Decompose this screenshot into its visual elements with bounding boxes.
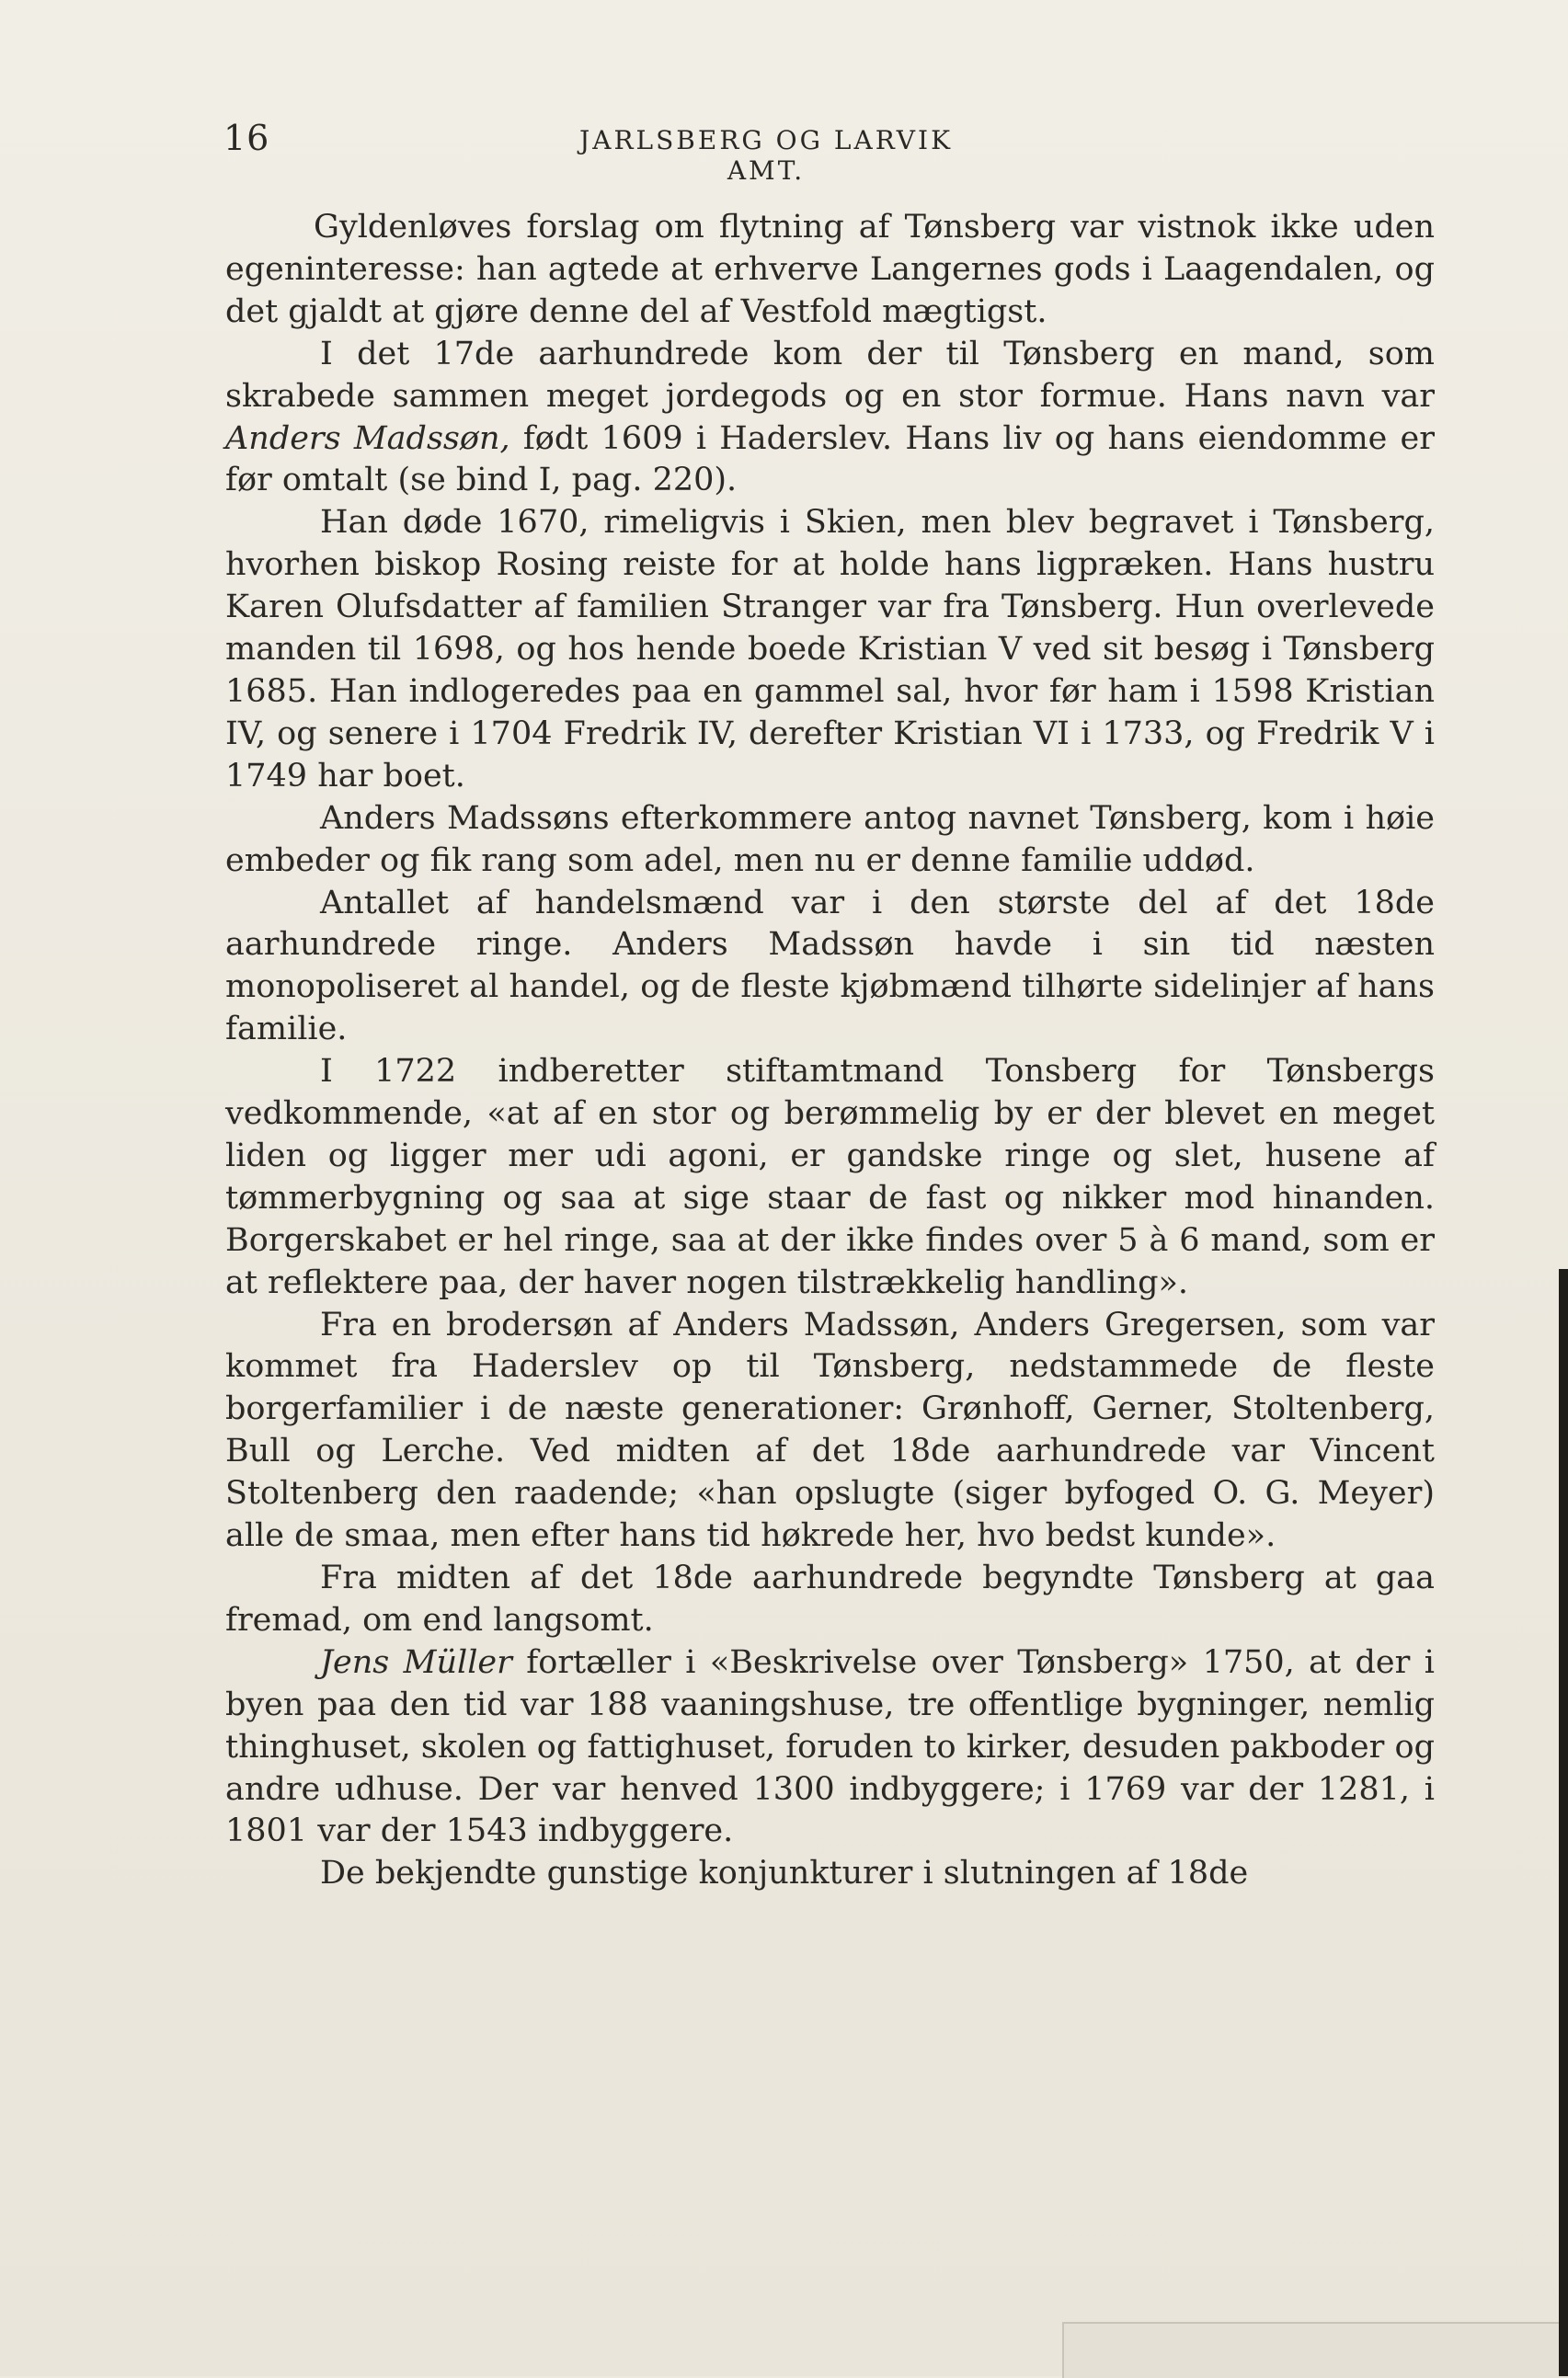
- paragraph: Fra midten af det 18de aarhundrede begyndte Tønsberg at gaa fremad, om end langsomt.: [225, 1560, 1435, 1639]
- paragraph: [225, 1642, 1435, 1854]
- page-header: [223, 118, 1433, 186]
- paragraph: I 1722 indberetter stiftamtmand Tonsberg for Tønsbergs vedkommende, «at af en stor og berømmelig by er der blevet en meget liden og ligger mer udi agoni, er gandske ringe og slet, husene af tømmerbygning og saa at sige staar de fast og nikker mod hinanden. Borgerskabet er hel ringe, saa at der ikke findes over 5 à 6 mand, som er at reflektere paa, der haver nogen tilstrækkelig handling».: [225, 1053, 1435, 1301]
- italic-name: Jens Müller: [320, 1643, 512, 1681]
- page-number: 16: [223, 118, 270, 158]
- paragraph: Fra en brodersøn af Anders Madssøn, Anders Gregersen, som var kommet fra Haderslev op til Tønsberg, nedstammede de fleste borgerfamilier i de næste generationer: Grønhoff, Gerner, Stoltenberg, Bull og Lerche. Ved midten af det 18de aarhundrede var Vincent Stoltenberg den raadende; «han opslugte (siger byfoged O. G. Meyer) alle de smaa, men efter hans tid høkrede her, hvo bedst kunde».: [225, 1306, 1435, 1555]
- paragraph: [225, 334, 1435, 503]
- paragraph: Gyldenløves forslag om flytning af Tønsberg var vistnok ikke uden egeninteresse: han agtede at erhverve Langernes gods i Laagendalen, og det gjaldt at gjøre denne del af Vestfold mægtigst.: [225, 209, 1435, 330]
- italic-name: Anders Madssøn,: [225, 419, 510, 457]
- running-title: JARLSBERG OG LARVIK AMT.: [579, 125, 953, 186]
- paragraph-text: I det 17de aarhundrede kom der til Tønsberg en mand, som skrabede sammen meget jordegods og en stor formue. Hans navn var: [225, 335, 1435, 415]
- paragraph: De bekjendte gunstige konjunkturer i slutningen af 18de: [320, 1855, 1249, 1892]
- scan-border: [1559, 1269, 1568, 2376]
- scan-edge: [1062, 2322, 1568, 2378]
- paragraph: Anders Madssøns efterkommere antog navnet Tønsberg, kom i høie embeder og fik rang som adel, men nu er denne familie uddød.: [225, 799, 1435, 879]
- body-text: [225, 207, 1435, 1895]
- paragraph-text: født 1609 i Haderslev. Hans liv og hans eiendomme er før omtalt (se bind I, pag. 220).: [225, 419, 1435, 499]
- paragraph-text: fortæller i «Beskrivelse over Tønsberg» 1750, at der i byen paa den tid var 188 vaaningshuse, tre offentlige bygninger, nemlig thinghuset, skolen og fattighuset, foruden to kirker, desuden pakboder og andre udhuse. Der var henved 1300 indbyggere; i 1769 var der 1281, i 1801 var der 1543 indbyggere.: [225, 1643, 1435, 1850]
- paragraph: Han døde 1670, rimeligvis i Skien, men blev begravet i Tønsberg, hvorhen biskop Rosing reiste for at holde hans ligpræken. Hans hustru Karen Olufsdatter af familien Stranger var fra Tønsberg. Hun overlevede manden til 1698, og hos hende boede Kristian V ved sit besøg i Tønsberg 1685. Han indlogeredes paa en gammel sal, hvor før ham i 1598 Kristian IV, og senere i 1704 Fredrik IV, derefter Kristian VI i 1733, og Fredrik V i 1749 har boet.: [225, 504, 1435, 795]
- paragraph: Antallet af handelsmænd var i den største del af det 18de aarhundrede ringe. Anders Madssøn havde i sin tid næsten monopoliseret al handel, og de fleste kjøbmænd tilhørte sidelinjer af hans familie.: [225, 884, 1435, 1048]
